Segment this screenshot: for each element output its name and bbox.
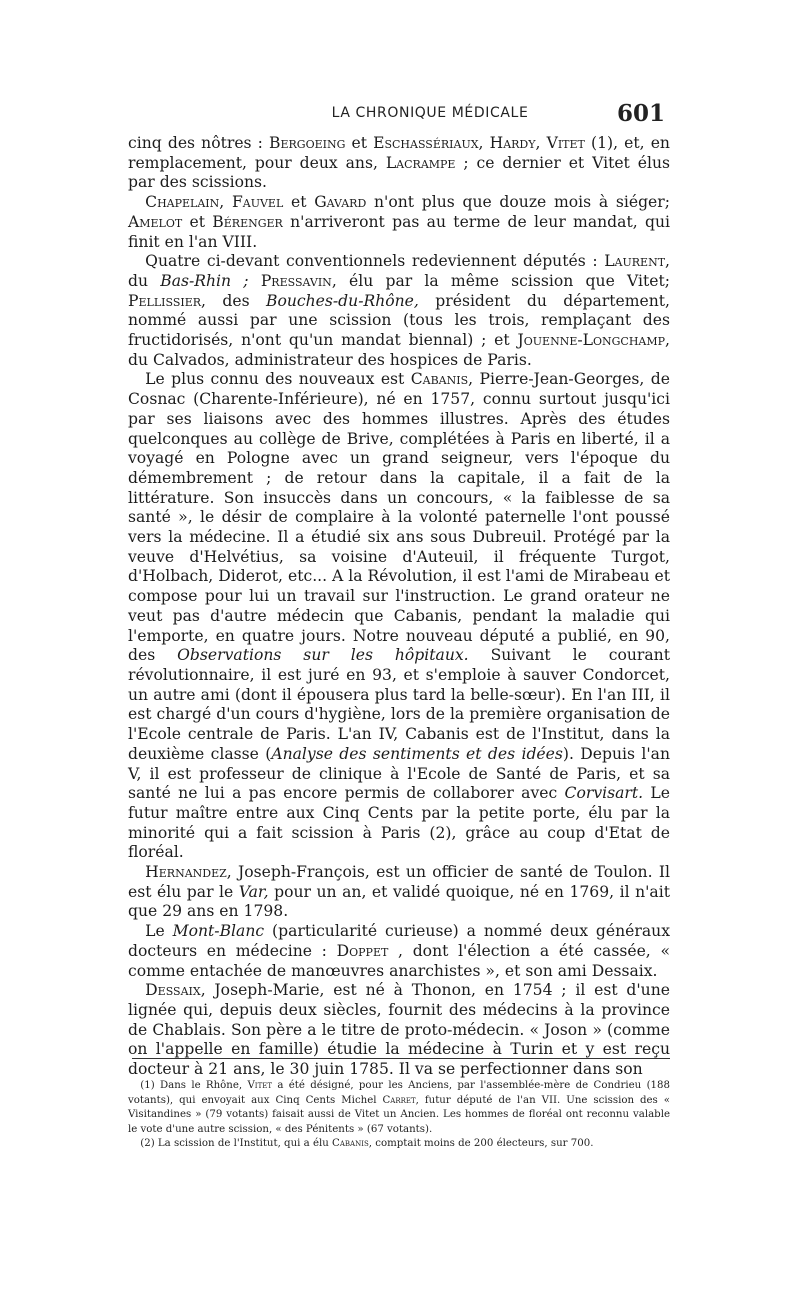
text-run: (2) La scission de l'Institut, qui a élu xyxy=(140,1138,333,1150)
name-small-caps: Jouenne-Longchamp xyxy=(517,331,666,350)
name-small-caps: Hernandez xyxy=(145,863,227,882)
name-small-caps: Fauvel xyxy=(231,193,284,212)
text-run: président du département, nommé aussi par une scission (tous les trois, remplaçant des fructidorisés, n'ont qu'un mandat biennal) ; et xyxy=(128,291,670,350)
text-run: , des xyxy=(201,291,266,310)
text-run: , Pierre-Jean-Georges, de Cosnac (Charente-Inférieure), né en 1757, connu surtout jusqu'ici par ses liaisons avec des hommes illustres. Après des études quelconques au collège de Brive, complétées à Paris en liberté, il a voyagé en Pologne avec un grand seigneur, vers l'époque du démembrement ; de retour dans la capitale, il a fait de la littérature. Son insuccès dans un concours, « la faiblesse de sa santé », le désir de complaire à la volonté paternelle l'ont poussé vers la médecine. Il a étudié six ans sous Dubreuil. Protégé par la veuve d'Helvétius, sa voisine d'Auteuil, il fréquente Turgot, d'Holbach, Diderot, etc... A la Révolution, il est l'ami de Mirabeau et compose pour lui un travail sur l'instruction. Le grand orateur ne veut pas d'autre médecin que Cabanis, pendant la maladie qui l'emporte, en quatre jours. Notre nouveau député a publié, en 90, des xyxy=(128,370,670,665)
name-small-caps: Pressavin xyxy=(260,271,332,290)
text-run: pour un an, et validé quoique, né en 1769, il n'ait que 29 ans en 1798. xyxy=(128,882,670,921)
italic-text: Bas-Rhin ; xyxy=(160,271,249,290)
text-run: n'arriveront pas au terme de leur mandat, qui finit en l'an VIII. xyxy=(128,212,670,251)
name-small-caps: Gavard xyxy=(314,193,367,212)
text-run: , du Calvados, administrateur des hospices de Paris. xyxy=(128,331,670,369)
text-run: (1) Dans le Rhône, xyxy=(140,1080,248,1091)
text-run: Suivant le courant révolutionnaire, il est juré en 93, et s'emploie à sauver Condorcet, un autre ami (dont il épousera plus tard la belle-sœur). En l'an III, il est chargé d'un cours d'hygiène, lors de la première organisation de l'Ecole centrale de Paris. L'an IV, Cabanis est de l'Institut, dans la deuxième classe ( xyxy=(128,646,670,763)
text-run: Le futur maître entre aux Cinq Cents par la petite porte, élu par la minorité qui a fait scission à Paris (2), grâce au coup d'Etat de floréal. xyxy=(128,784,671,862)
paragraph xyxy=(128,922,670,981)
name-small-caps: Vitet xyxy=(546,134,585,152)
footnote xyxy=(128,1079,670,1137)
name-small-caps: Vitet xyxy=(247,1080,273,1091)
body-text xyxy=(128,134,670,1080)
text-run: , du xyxy=(128,252,670,290)
text-run: ; ce dernier et Vitet élus par des scissions. xyxy=(128,153,670,192)
text-run: (1), et, en remplacement, pour deux ans, xyxy=(128,134,670,172)
text-run: , élu par la même scission que Vitet; xyxy=(331,271,670,290)
paragraph xyxy=(128,193,670,252)
paragraph xyxy=(128,134,670,193)
text-run: n'ont plus que douze mois à siéger; xyxy=(366,193,670,212)
italic-text: Analyse des sentiments et des idées xyxy=(271,744,563,763)
text-run: ). Depuis l'an V, il est professeur de clinique à l'Ecole de Santé de Paris, et sa santé ne lui a pas encore permis de collaborer avec xyxy=(128,744,670,803)
text-run: cinq des nôtres : xyxy=(128,134,270,152)
text-run: , comptait moins de 200 électeurs, sur 700. xyxy=(368,1138,594,1150)
name-small-caps: Doppet xyxy=(336,941,389,960)
text-run: a été désigné, pour les Anciens, par l'assemblée-mère de Condrieu (188 votants), qui envoyait aux Cinq Cents Michel xyxy=(128,1080,670,1106)
text-run: Quatre ci-devant conventionnels redeviennent députés : xyxy=(145,252,605,271)
text-run: , xyxy=(219,193,232,212)
text-run: Le plus connu des nouveaux est xyxy=(145,370,411,389)
text-run: (particularité curieuse) a nommé deux généraux docteurs en médecine : xyxy=(128,922,670,960)
text-run: et xyxy=(283,193,315,212)
text-run: Le xyxy=(145,922,173,941)
footnote xyxy=(128,1137,670,1152)
paragraph xyxy=(128,370,670,863)
text-run: , xyxy=(535,134,547,152)
running-title: LA CHRONIQUE MÉDICALE xyxy=(331,105,529,121)
name-small-caps: Eschassériaux xyxy=(373,134,479,152)
name-small-caps: Carret xyxy=(382,1094,416,1106)
text-run: et xyxy=(182,212,213,231)
name-small-caps: Lacrampe xyxy=(385,153,456,172)
paragraph xyxy=(128,252,670,370)
name-small-caps: Bérenger xyxy=(212,212,283,231)
text-run: , Joseph-Marie, est né à Thonon, en 1754 ; il est d'une lignée qui, depuis deux siècles, fournit des médecins à la province de Chablais. Son père a le titre de proto-médecin. « Joson » (comme on l'appelle en famille) étudie la médecine à Turin et y est reçu docteur à 21 ans, le 30 juin 1785. Il va se perfectionner dans son xyxy=(128,981,670,1079)
italic-text: Mont-Blanc xyxy=(172,922,265,941)
text-run xyxy=(249,272,261,290)
paragraph xyxy=(128,863,670,922)
footnote-separator xyxy=(132,1058,670,1059)
running-header xyxy=(135,90,665,130)
name-small-caps: Dessaix xyxy=(145,981,201,1000)
name-small-caps: Cabanis xyxy=(410,370,469,389)
name-small-caps: Amelot xyxy=(128,212,183,231)
italic-text: Var, xyxy=(238,882,269,901)
name-small-caps: Cabanis xyxy=(332,1138,369,1150)
name-small-caps: Bergoeing xyxy=(269,134,346,152)
text-run: , xyxy=(478,134,490,152)
text-run: , futur député de l'an VII. Une scission des « Visitandines » (79 votants) faisait aussi de Vitet un Ancien. Les hommes de floréal ont reconnu valable le vote d'une autre scission, « des Pénitents » (67 votants). xyxy=(128,1094,670,1135)
name-small-caps: Pellissier xyxy=(128,291,202,310)
footnotes xyxy=(128,1079,670,1152)
italic-text: Corvisart. xyxy=(564,784,644,803)
page-number: 601 xyxy=(616,100,665,127)
italic-text: Bouches-du-Rhône, xyxy=(266,291,419,310)
italic-text: Observations sur les hôpitaux. xyxy=(177,646,469,665)
text-run: , dont l'élection a été cassée, « comme entachée de manœuvres anarchistes », et son ami Dessaix. xyxy=(128,941,671,980)
text-run: , Joseph-François, est un officier de santé de Toulon. Il est élu par le xyxy=(128,863,670,901)
text-run: et xyxy=(345,134,374,152)
paragraph xyxy=(128,981,670,1080)
name-small-caps: Laurent xyxy=(604,252,666,271)
name-small-caps: Chapelain xyxy=(145,193,220,212)
name-small-caps: Hardy xyxy=(489,134,536,152)
